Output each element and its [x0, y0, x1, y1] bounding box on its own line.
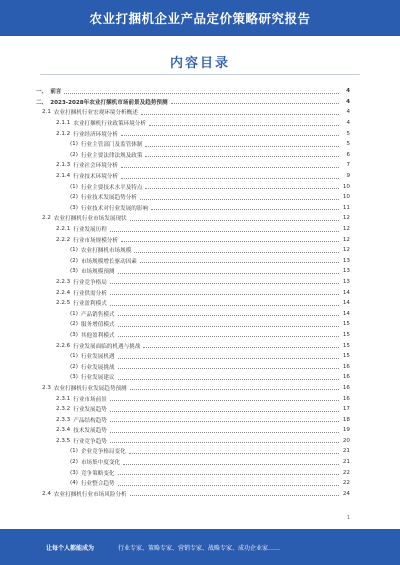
toc-entry[interactable] [36, 277, 350, 288]
toc-entry-title: 市场集中度变化 [80, 460, 121, 467]
toc-entry-number: (2) [70, 321, 78, 328]
toc-dot-leader [64, 89, 339, 94]
toc-entry-number: (1) [70, 310, 78, 317]
toc-entry-title: 行业主要法律法规及政策 [80, 152, 143, 159]
toc-heading: 内容目录 [169, 56, 230, 71]
toc-entry-number: (2) [70, 194, 78, 201]
toc-entry-number: 二、 [36, 99, 48, 106]
toc-entry[interactable] [36, 298, 350, 309]
toc-entry-number: 2.2.6 [56, 342, 71, 349]
toc-entry-page: 16 [342, 395, 350, 402]
toc-dot-leader [118, 269, 339, 274]
toc-entry-title: 行业发展建议 [80, 375, 115, 382]
toc-entry[interactable] [36, 266, 350, 277]
toc-entry-number: (3) [70, 204, 78, 211]
toc-entry-title: 行业发展机遇 [80, 354, 115, 361]
toc-entry-title: 行业供需分析 [73, 290, 107, 297]
toc-entry-title: 竞争策略变化 [80, 470, 115, 477]
toc-dot-leader [118, 322, 339, 327]
toc-entry-page: 14 [342, 310, 350, 317]
toc-dot-leader [140, 195, 339, 200]
toc-entry[interactable] [36, 436, 350, 447]
toc-entry-page: 16 [342, 363, 350, 370]
table-of-contents [36, 86, 350, 499]
toc-entry-number: 2.4 [42, 490, 51, 497]
toc-entry[interactable] [36, 319, 350, 330]
toc-entry-page: 22 [342, 469, 350, 476]
toc-entry-page: 24 [342, 490, 350, 497]
toc-dot-leader [143, 343, 339, 348]
toc-entry-number: 2.2.3 [56, 278, 71, 285]
toc-entry-title: 行业技术发展趋势分析 [80, 195, 137, 202]
toc-entry-number: 2.3.4 [56, 427, 71, 434]
toc-entry-title: 企业竞争格局变化 [80, 449, 126, 456]
toc-dot-leader [145, 184, 339, 189]
toc-entry-number: 2.1.4 [56, 173, 71, 180]
toc-entry-title: 市场规模预测 [80, 269, 115, 276]
toc-dot-leader [118, 375, 339, 380]
footer-slogan-left: 让每个人都能成为 [46, 544, 95, 552]
toc-dot-leader [118, 332, 339, 337]
toc-entry-title: 行业竞争趋势 [73, 438, 107, 445]
toc-entry-page: 17 [342, 406, 350, 413]
toc-entry-number: 2.3.2 [56, 406, 71, 413]
toc-entry-page: 14 [342, 289, 350, 296]
toc-dot-leader [145, 142, 339, 147]
toc-entry-page: 13 [342, 278, 350, 285]
toc-entry-page: 18 [342, 416, 350, 423]
toc-entry-page: 22 [342, 480, 350, 487]
toc-dot-leader [134, 248, 339, 253]
toc-entry-page: 15 [342, 353, 350, 360]
toc-entry-page: 4 [346, 109, 350, 116]
report-footer [0, 529, 400, 565]
toc-dot-leader [110, 290, 339, 295]
toc-dot-leader [110, 227, 339, 232]
toc-entry-page: 15 [342, 331, 350, 338]
toc-entry-title: 农业打捆机市场规模 [80, 248, 132, 255]
toc-dot-leader [123, 460, 339, 465]
toc-entry-page: 11 [342, 204, 350, 211]
report-title: 农业打捆机企业产品定价策略研究报告 [89, 11, 311, 26]
toc-dot-leader [110, 417, 339, 422]
toc-entry-number: (1) [70, 448, 78, 455]
toc-entry-title: 2023-2028年农业打捆机市场前景及趋势预测 [50, 99, 168, 106]
toc-entry-number: 2.2.4 [56, 289, 71, 296]
toc-entry[interactable] [36, 330, 350, 341]
toc-entry-page: 9 [346, 173, 350, 180]
toc-entry[interactable] [36, 383, 350, 394]
toc-entry[interactable] [36, 107, 350, 118]
toc-entry[interactable] [36, 446, 350, 457]
toc-entry[interactable] [36, 160, 350, 171]
toc-entry-page: 10 [342, 183, 350, 190]
toc-entry-title: 行业盈利模式 [73, 301, 107, 308]
toc-entry-page: 10 [342, 194, 350, 201]
toc-entry-title: 产品销售模式 [80, 311, 115, 318]
toc-entry-number: 2.3.1 [56, 395, 71, 402]
report-header [0, 0, 400, 36]
toc-entry-title: 农业打捆机行业市场风险分析 [53, 491, 127, 498]
toc-entry-number: (3) [70, 469, 78, 476]
toc-entry[interactable] [36, 213, 350, 224]
toc-entry-page: 12 [342, 236, 350, 243]
toc-dot-leader [121, 163, 339, 168]
toc-entry-title: 行业主要技术水平及特点 [80, 184, 143, 191]
toc-dot-leader [130, 385, 339, 390]
toc-entry-number: 2.1.2 [56, 130, 71, 137]
toc-dot-leader [118, 354, 339, 359]
toc-entry-number: 2.3.5 [56, 437, 71, 444]
toc-entry-title: 产品结构趋势 [73, 417, 107, 424]
toc-entry-title: 行业市场前景 [73, 396, 107, 403]
toc-entry[interactable] [36, 245, 350, 256]
toc-entry-page: 14 [342, 300, 350, 307]
toc-dot-leader [118, 311, 339, 316]
toc-dot-leader [145, 152, 339, 157]
toc-entry-title: 前言 [50, 89, 62, 96]
toc-entry-number: 2.3.3 [56, 416, 71, 423]
toc-dot-leader [110, 407, 339, 412]
toc-entry[interactable] [36, 192, 350, 203]
toc-entry[interactable] [36, 171, 350, 182]
toc-entry-number: (3) [70, 268, 78, 275]
toc-entry[interactable] [36, 425, 350, 436]
toc-entry-page: 13 [342, 268, 350, 275]
toc-dot-leader [149, 121, 339, 126]
toc-dot-leader [151, 205, 339, 210]
footer-slogan-right: 行业专家、策略专家、营销专家、战略专家、成功企业家…… [118, 544, 281, 552]
toc-entry[interactable] [36, 287, 350, 298]
toc-entry-title: 农业打捆机行业宏观环境分析概述 [53, 110, 138, 117]
toc-entry-page: 5 [346, 141, 350, 148]
toc-entry-page: 15 [342, 321, 350, 328]
toc-entry-number: 2.1.1 [56, 120, 71, 127]
toc-entry-title: 行业竞争格局 [73, 279, 107, 286]
toc-entry-title: 农业打捆机行业政策环境分析 [73, 121, 146, 128]
toc-dot-leader [130, 216, 339, 221]
toc-entry-number: (3) [70, 374, 78, 381]
toc-entry-page: 21 [342, 448, 350, 455]
toc-entry[interactable] [36, 467, 350, 478]
toc-entry-title: 市场规模增长驱动因素 [80, 258, 137, 265]
toc-dot-leader [121, 237, 339, 242]
toc-entry-page: 12 [342, 215, 350, 222]
toc-entry-title: 行业主管部门及监管体制 [80, 142, 143, 149]
toc-entry-number: (1) [70, 183, 78, 190]
toc-entry[interactable] [36, 150, 350, 161]
toc-entry[interactable] [36, 118, 350, 129]
toc-entry-title: 行业技术环境分析 [73, 174, 118, 181]
toc-entry-title: 行业发展历程 [73, 227, 107, 234]
toc-entry[interactable] [36, 489, 350, 500]
toc-dot-leader [130, 491, 339, 496]
toc-dot-leader [110, 396, 339, 401]
toc-entry[interactable] [36, 256, 350, 267]
toc-entry-page: 5 [346, 130, 350, 137]
toc-entry-page: 4 [346, 88, 350, 95]
toc-entry-title: 技术发展趋势 [73, 428, 107, 435]
toc-dot-leader [110, 301, 339, 306]
toc-entry[interactable] [36, 351, 350, 362]
toc-entry-title: 行业经济环境分析 [73, 131, 118, 138]
toc-dot-leader [121, 131, 339, 136]
toc-entry[interactable] [36, 308, 350, 319]
page-number: 1 [346, 515, 350, 521]
toc-entry-number: (2) [70, 459, 78, 466]
toc-entry-title: 其他盈利模式 [80, 332, 115, 339]
toc-dot-leader [110, 438, 339, 443]
toc-entry[interactable] [36, 478, 350, 489]
toc-entry-page: 6 [346, 151, 350, 158]
toc-entry-page: 21 [342, 459, 350, 466]
toc-entry-number: (4) [70, 480, 78, 487]
toc-entry[interactable] [36, 361, 350, 372]
toc-dot-leader [141, 110, 339, 115]
toc-entry-page: 12 [342, 247, 350, 254]
toc-entry-number: (2) [70, 363, 78, 370]
toc-entry[interactable] [36, 97, 350, 108]
toc-entry-number: (1) [70, 353, 78, 360]
toc-entry[interactable] [36, 203, 350, 214]
toc-entry-page: 12 [342, 226, 350, 233]
toc-entry[interactable] [36, 404, 350, 415]
toc-entry-number: 2.3 [42, 384, 51, 391]
toc-entry-number: (3) [70, 331, 78, 338]
toc-entry-page: 15 [342, 342, 350, 349]
toc-entry-title: 农业打捆机行业发展趋势预测 [53, 385, 127, 392]
toc-dot-leader [118, 470, 339, 475]
toc-entry[interactable] [36, 139, 350, 150]
toc-entry-title: 行业发展趋势 [73, 407, 107, 414]
toc-entry-page: 20 [342, 437, 350, 444]
toc-entry[interactable] [36, 128, 350, 139]
toc-entry-title: 行业整合趋势 [80, 481, 115, 488]
toc-dot-leader [118, 481, 339, 486]
toc-entry-title: 农业打捆机行业市场发展现状 [53, 216, 127, 223]
toc-dot-leader [118, 364, 339, 369]
toc-entry-number: 2.2.2 [56, 236, 71, 243]
toc-entry-title: 行业社会环境分析 [73, 163, 118, 170]
toc-dot-leader [121, 174, 339, 179]
toc-entry-title: 行业技术对行业发展的影响 [80, 205, 149, 212]
toc-entry-number: 2.1 [42, 109, 51, 116]
toc-entry-number: (2) [70, 257, 78, 264]
toc-entry-number: (1) [70, 247, 78, 254]
toc-entry-number: 一、 [36, 89, 48, 96]
toc-entry-number: 2.1.3 [56, 162, 71, 169]
toc-entry-page: 19 [342, 427, 350, 434]
toc-entry[interactable] [36, 457, 350, 468]
toc-entry[interactable] [36, 224, 350, 235]
toc-entry-number: 2.2.5 [56, 300, 71, 307]
toc-entry-title: 服务增值模式 [80, 322, 115, 329]
toc-entry-page: 16 [342, 374, 350, 381]
toc-entry-number: (2) [70, 151, 78, 158]
toc-entry-page: 4 [346, 120, 350, 127]
toc-entry-page: 16 [342, 384, 350, 391]
toc-entry-title: 行业发展挑战 [80, 364, 115, 371]
toc-dot-leader [140, 258, 339, 263]
toc-entry[interactable] [36, 86, 350, 97]
toc-entry-page: 4 [346, 98, 350, 105]
toc-dot-leader [171, 99, 339, 104]
toc-dot-leader [129, 449, 339, 454]
toc-dot-leader [110, 279, 339, 284]
toc-entry[interactable] [36, 181, 350, 192]
toc-entry-page: 7 [346, 162, 350, 169]
toc-entry-number: 2.2 [42, 215, 51, 222]
toc-entry[interactable] [36, 414, 350, 425]
title-divider [40, 74, 360, 75]
toc-entry[interactable] [36, 340, 350, 351]
toc-entry-number: 2.2.1 [56, 226, 71, 233]
toc-entry-number: (1) [70, 141, 78, 148]
toc-entry[interactable] [36, 372, 350, 383]
toc-entry-title: 行业市场规模分析 [73, 237, 118, 244]
toc-entry-title: 行业发展面临的机遇与挑战 [73, 343, 141, 350]
toc-entry[interactable] [36, 234, 350, 245]
toc-dot-leader [110, 428, 339, 433]
toc-entry[interactable] [36, 393, 350, 404]
toc-entry-page: 13 [342, 257, 350, 264]
